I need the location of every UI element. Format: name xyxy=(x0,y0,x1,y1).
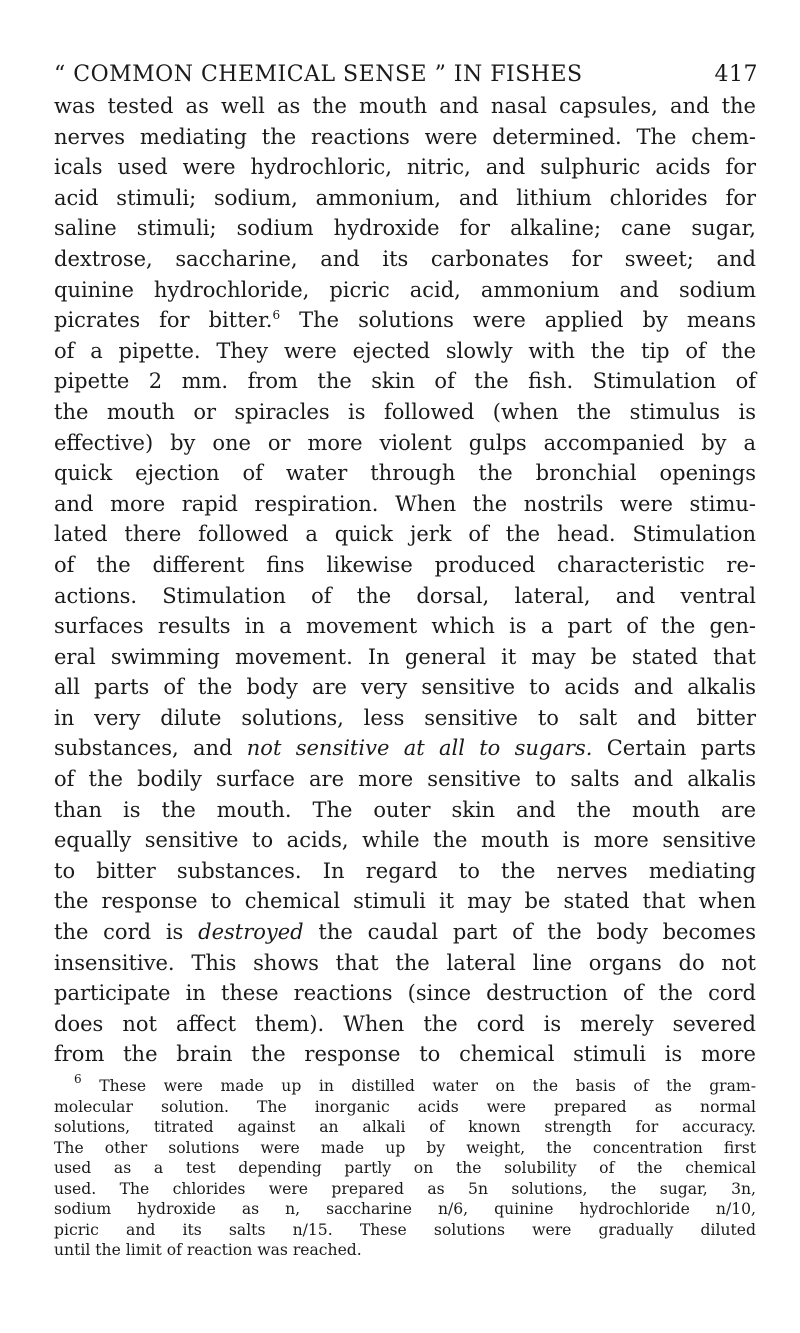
text-fragment: Certain parts xyxy=(592,736,756,761)
text-line: of the bodily surface are more sensitive to salts and alkalis xyxy=(54,767,756,792)
text-line: pipette 2 mm. from the skin of the fish. Stimulation of xyxy=(54,369,756,394)
text-line: nerves mediating the reactions were determined. The chem- xyxy=(54,124,756,149)
footnote-line: molecular solution. The inorganic acids were prepared as normal xyxy=(54,1097,756,1116)
footnote-line: The other solutions were made up by weight, the concentration first xyxy=(54,1138,756,1157)
footnote-line: picric and its salts n/15. These solutions were gradually diluted xyxy=(54,1220,756,1239)
footnote-line: solutions, titrated against an alkali of known strength for accuracy. xyxy=(54,1118,756,1136)
text-line: participate in these reactions (since destruction of the cord xyxy=(54,981,756,1006)
footnote-marker: 6 xyxy=(74,1072,82,1086)
text-line: saline stimuli; sodium hydroxide for alkaline; cane sugar, xyxy=(54,216,756,241)
text-line: lated there followed a quick jerk of the head. Stimulation xyxy=(54,522,756,547)
text-line: the response to chemical stimuli it may be stated that when xyxy=(54,889,756,914)
footnote-line: sodium hydroxide as n, saccharine n/6, quinine hydrochloride n/10, xyxy=(54,1200,756,1218)
page xyxy=(54,62,756,1261)
text-line: quinine hydrochloride, picric acid, ammonium and sodium xyxy=(54,277,756,302)
text-line: to bitter substances. In regard to the nerves mediating xyxy=(54,858,756,883)
text-line: eral swimming movement. In general it may be stated that xyxy=(54,644,756,669)
text-fragment: the caudal part of the body becomes xyxy=(303,920,757,945)
text-line xyxy=(54,733,756,764)
text-line: the mouth or spiracles is followed (when the stimulus is xyxy=(54,399,756,424)
running-title: “ COMMON CHEMICAL SENSE ” IN FISHES xyxy=(54,62,583,87)
text-line: was tested as well as the mouth and nasal capsules, and the xyxy=(54,94,756,118)
text-line: acid stimuli; sodium, ammonium, and lithium chlorides for xyxy=(54,185,756,210)
footnote-line xyxy=(54,1072,756,1097)
text-line: of a pipette. They were ejected slowly with the tip of the xyxy=(54,338,756,363)
text-line: than is the mouth. The outer skin and the mouth are xyxy=(54,797,756,822)
text-line: icals used were hydrochloric, nitric, and sulphuric acids for xyxy=(54,155,756,180)
body-text xyxy=(54,91,756,1070)
footnote-line: used as a test depending partly on the solubility of the chemical xyxy=(54,1159,756,1177)
text-line: does not affect them). When the cord is merely severed xyxy=(54,1011,756,1036)
text-line: effective) by one or more violent gulps accompanied by a xyxy=(54,430,756,455)
text-line: all parts of the body are very sensitive to acids and alkalis xyxy=(54,675,756,700)
text-fragment: the cord is xyxy=(54,920,199,945)
text-line: quick ejection of water through the bronchial openings xyxy=(54,461,756,486)
running-head xyxy=(54,62,756,87)
text-line: in very dilute solutions, less sensitive to salt and bitter xyxy=(54,705,756,730)
text-line: surfaces results in a movement which is a part of the gen- xyxy=(54,614,756,639)
text-line: from the brain the response to chemical stimuli is more xyxy=(54,1042,756,1067)
italic-emphasis: destroyed xyxy=(198,920,304,945)
text-fragment: These were made up in distilled water on the basis of the gram- xyxy=(81,1077,756,1095)
text-line xyxy=(54,305,756,336)
page-number: 417 xyxy=(714,62,758,87)
footnote-line: until the limit of reaction was reached. xyxy=(54,1241,362,1259)
text-line: of the different fins likewise produced characteristic re- xyxy=(54,552,756,577)
text-line: equally sensitive to acids, while the mouth is more sensitive xyxy=(54,828,756,853)
text-line: insensitive. This shows that the lateral line organs do not xyxy=(54,950,756,975)
footnote xyxy=(54,1072,756,1261)
text-line: and more rapid respiration. When the nostrils were stimu- xyxy=(54,491,756,516)
footnote-reference: 6 xyxy=(272,308,281,323)
text-line: actions. Stimulation of the dorsal, lateral, and ventral xyxy=(54,583,756,608)
text-fragment: The solutions were applied by means xyxy=(280,308,756,333)
footnote-line: used. The chlorides were prepared as 5n solutions, the sugar, 3n, xyxy=(54,1179,756,1198)
italic-emphasis: not sensitive at all to sugars. xyxy=(246,736,593,761)
text-line xyxy=(54,917,756,948)
text-fragment: substances, and xyxy=(54,736,247,761)
text-fragment: picrates for bitter. xyxy=(54,308,273,333)
text-line: dextrose, saccharine, and its carbonates for sweet; and xyxy=(54,246,756,271)
